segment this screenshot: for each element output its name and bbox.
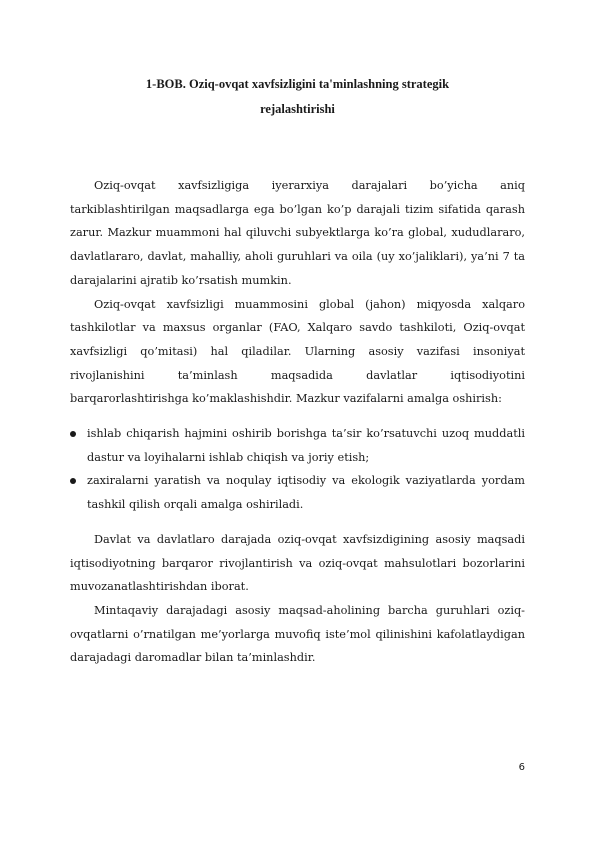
chapter-title <box>70 72 525 122</box>
chapter-title-line-1: 1-BOB. Oziq-ovqat xavfsizligini ta'minlashning strategik <box>145 77 450 91</box>
bullet-item-text: zaxiralarni yaratish va noqulay iqtisodiy va ekologik vaziyatlarda yordam tashkil qilish orqali amalga oshiriladi. <box>87 474 525 512</box>
bullet-item <box>70 422 525 469</box>
bullet-item <box>70 469 525 516</box>
body-text <box>70 174 525 670</box>
paragraph-regional-level: Mintaqaviy darajadagi asosiy maqsad-aholining barcha guruhlari oziq-ovqatlarni o’rnatilgan me’yorlarga muvofiq iste’mol qilinishini kafolatlaydigan darajadagi daromadlar bilan ta’minlashdir. <box>70 603 525 665</box>
bullet-list <box>70 422 525 517</box>
bullet-item-text: ishlab chiqarish hajmini oshirib borishga ta’sir ko’rsatuvchi uzoq muddatli dastur va loyihalarni ishlab chiqish va joriy etish; <box>87 427 525 464</box>
paragraph-global-level: Oziq-ovqat xavfsizligi muammosini global (jahon) miqyosda xalqaro tashkilotlar va maxsus organlar (FAO, Xalqaro savdo tashkiloti, Oziq-ovqat xavfsizligi qo’mitasi) hal qiladilar. Ularning asosiy vazifasi insoniyat rivojlanishini ta’minlash maqsadida davlatlar iqtisodiyotini barqarorlashtirishga ko’maklashishdir. Mazkur vazifalarni amalga oshirish: <box>70 297 525 406</box>
bullet-icon <box>70 478 76 484</box>
bullet-icon <box>70 431 76 437</box>
paragraph-state-level: Davlat va davlatlaro darajada oziq-ovqat xavfsizdigining asosiy maqsadi iqtisodiyotning barqaror rivojlantirish va oziq-ovqat mahsulotlari bozorlarini muvozanatlashtirishdan iborat. <box>70 532 525 594</box>
chapter-title-line-2: rejalashtirishi <box>260 102 335 116</box>
paragraph-levels: Oziq-ovqat xavfsizligiga iyerarxiya darajalari bo’yicha aniq tarkiblashtirilgan maqsadlarga ega bo’lgan ko’p darajali tizim sifatida qarash zarur. Mazkur muammoni hal qiluvchi subyektlarga ko’ra global, xududlararo, davlatlararo, davlat, mahalliy, aholi guruhlari va oila (uy xo’jaliklari), ya’ni 7 ta darajalarini ajratib ko’rsatish mumkin. <box>70 179 525 287</box>
page-number: 6 <box>518 762 525 773</box>
